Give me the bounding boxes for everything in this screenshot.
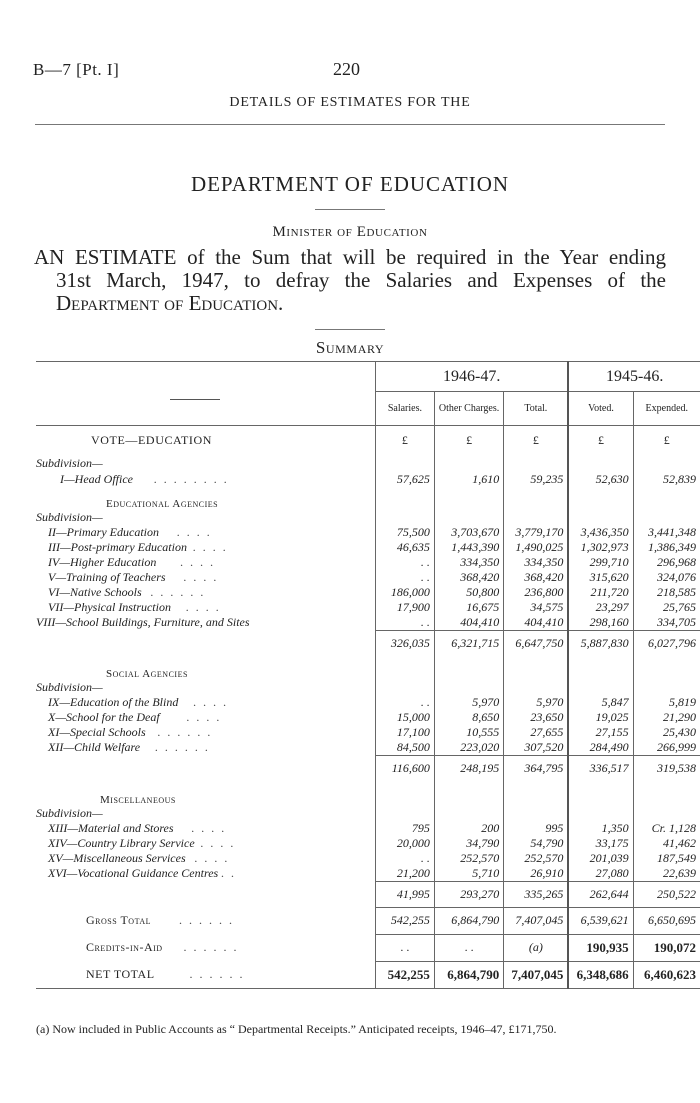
gross-total-row: Gross Total . . . . . . 542,255 6,864,790 7,407,045 6,539,621 6,650,695 <box>36 907 700 934</box>
section-heading-row: Miscellaneous <box>36 782 700 806</box>
subtotal-row: 41,995 293,270 335,265 262,644 250,522 <box>36 881 700 907</box>
col-total: Total. <box>504 392 569 426</box>
col-salaries: Salaries. <box>375 392 434 426</box>
table-row: XV—Miscellaneous Services . . . . . . 252,570 252,570 201,039 187,549 <box>36 851 700 866</box>
table-row: X—School for the Deaf . . . . 15,000 8,650 23,650 19,025 21,290 <box>36 710 700 725</box>
intro-line-1: AN ESTIMATE of the Sum that will be required in the Year ending <box>34 245 666 269</box>
short-rule <box>315 209 385 210</box>
net-total-row: NET TOTAL . . . . . . 542,255 6,864,790 7,407,045 6,348,686 6,460,623 <box>36 961 700 988</box>
subtotal-row: 116,600 248,195 364,795 336,517 319,538 <box>36 756 700 782</box>
table-row: VIII—School Buildings, Furniture, and Sites . . 404,410 404,410 298,160 334,705 <box>36 615 700 631</box>
estimates-table <box>36 361 700 989</box>
short-rule-2 <box>315 329 385 330</box>
table-row: XII—Child Welfare . . . . . . 84,500 223,020 307,520 284,490 266,999 <box>36 740 700 756</box>
credits-in-aid-row: Credits-in-Aid . . . . . . . . . . (a) 190,935 190,072 <box>36 934 700 961</box>
summary-title: Summary <box>315 338 385 357</box>
table-row: VI—Native Schools . . . . . . 186,000 50,800 236,800 211,720 218,585 <box>36 585 700 600</box>
section-heading-row: Educational Agencies <box>36 488 700 510</box>
year-previous: 1945-46. <box>568 362 700 392</box>
table-row: IV—Higher Education . . . . . . 334,350 334,350 299,710 296,968 <box>36 555 700 570</box>
table-row: Subdivision— <box>36 680 700 695</box>
intro-line-3: Department of Education. <box>56 291 284 315</box>
running-head: B—7 [Pt. I] <box>33 60 120 79</box>
table-row: XI—Special Schools . . . . . . 17,100 10,555 27,655 27,155 25,430 <box>36 725 700 740</box>
col-expended: Expended. <box>633 392 700 426</box>
table-row: Subdivision— <box>36 510 700 525</box>
table-row: I—Head Office . . . . . . . . 57,625 1,610 59,235 52,630 52,839 <box>36 472 700 488</box>
table-row: V—Training of Teachers . . . . . . 368,420 368,420 315,620 324,076 <box>36 570 700 585</box>
table-row: II—Primary Education . . . . 75,500 3,703,670 3,779,170 3,436,350 3,441,348 <box>36 525 700 540</box>
table-row: XIV—Country Library Service . . . . 20,000 34,790 54,790 33,175 41,462 <box>36 836 700 851</box>
department-title: DEPARTMENT OF EDUCATION <box>190 172 510 196</box>
table-row: Subdivision— <box>36 806 700 821</box>
minister-heading: Minister of Education <box>272 224 428 240</box>
subtotal-row: 326,035 6,321,715 6,647,750 5,887,830 6,027,796 <box>36 630 700 656</box>
vote-heading: VOTE—EDUCATION <box>91 433 213 448</box>
table-row: Subdivision— <box>36 456 700 472</box>
table-row: III—Post-primary Education . . . . 46,635 1,443,390 1,490,025 1,302,973 1,386,349 <box>36 540 700 555</box>
column-header-row <box>36 392 700 426</box>
table-row: XVI—Vocational Guidance Centres . . 21,200 5,710 26,910 27,080 22,639 <box>36 866 700 882</box>
col-other-charges: Other Charges. <box>434 392 503 426</box>
col-voted: Voted. <box>568 392 633 426</box>
footnote: (a) Now included in Public Accounts as “ Departmental Receipts.” Anticipated receipts, 1946–47, £171,750. <box>36 1022 557 1036</box>
header-rule <box>35 124 665 125</box>
table-row: XIII—Material and Stores . . . . 795 200 995 1,350 Cr. 1,128 <box>36 821 700 836</box>
details-heading: DETAILS OF ESTIMATES FOR THE <box>229 95 471 110</box>
table-row: VII—Physical Instruction . . . . 17,900 16,675 34,575 23,297 25,765 <box>36 600 700 615</box>
year-current: 1946-47. <box>375 362 568 392</box>
estimate-intro <box>34 246 666 315</box>
year-header-row <box>36 362 700 392</box>
vote-heading-row: VOTE—EDUCATION £ £ £ £ £ <box>36 426 700 456</box>
intro-line-2: 31st March, 1947, to defray the Salaries and Expenses of the <box>56 268 666 292</box>
table-row: IX—Education of the Blind . . . . . . 5,970 5,970 5,847 5,819 <box>36 695 700 710</box>
page-number: 220 <box>333 59 360 79</box>
section-heading-row: Social Agencies <box>36 656 700 680</box>
